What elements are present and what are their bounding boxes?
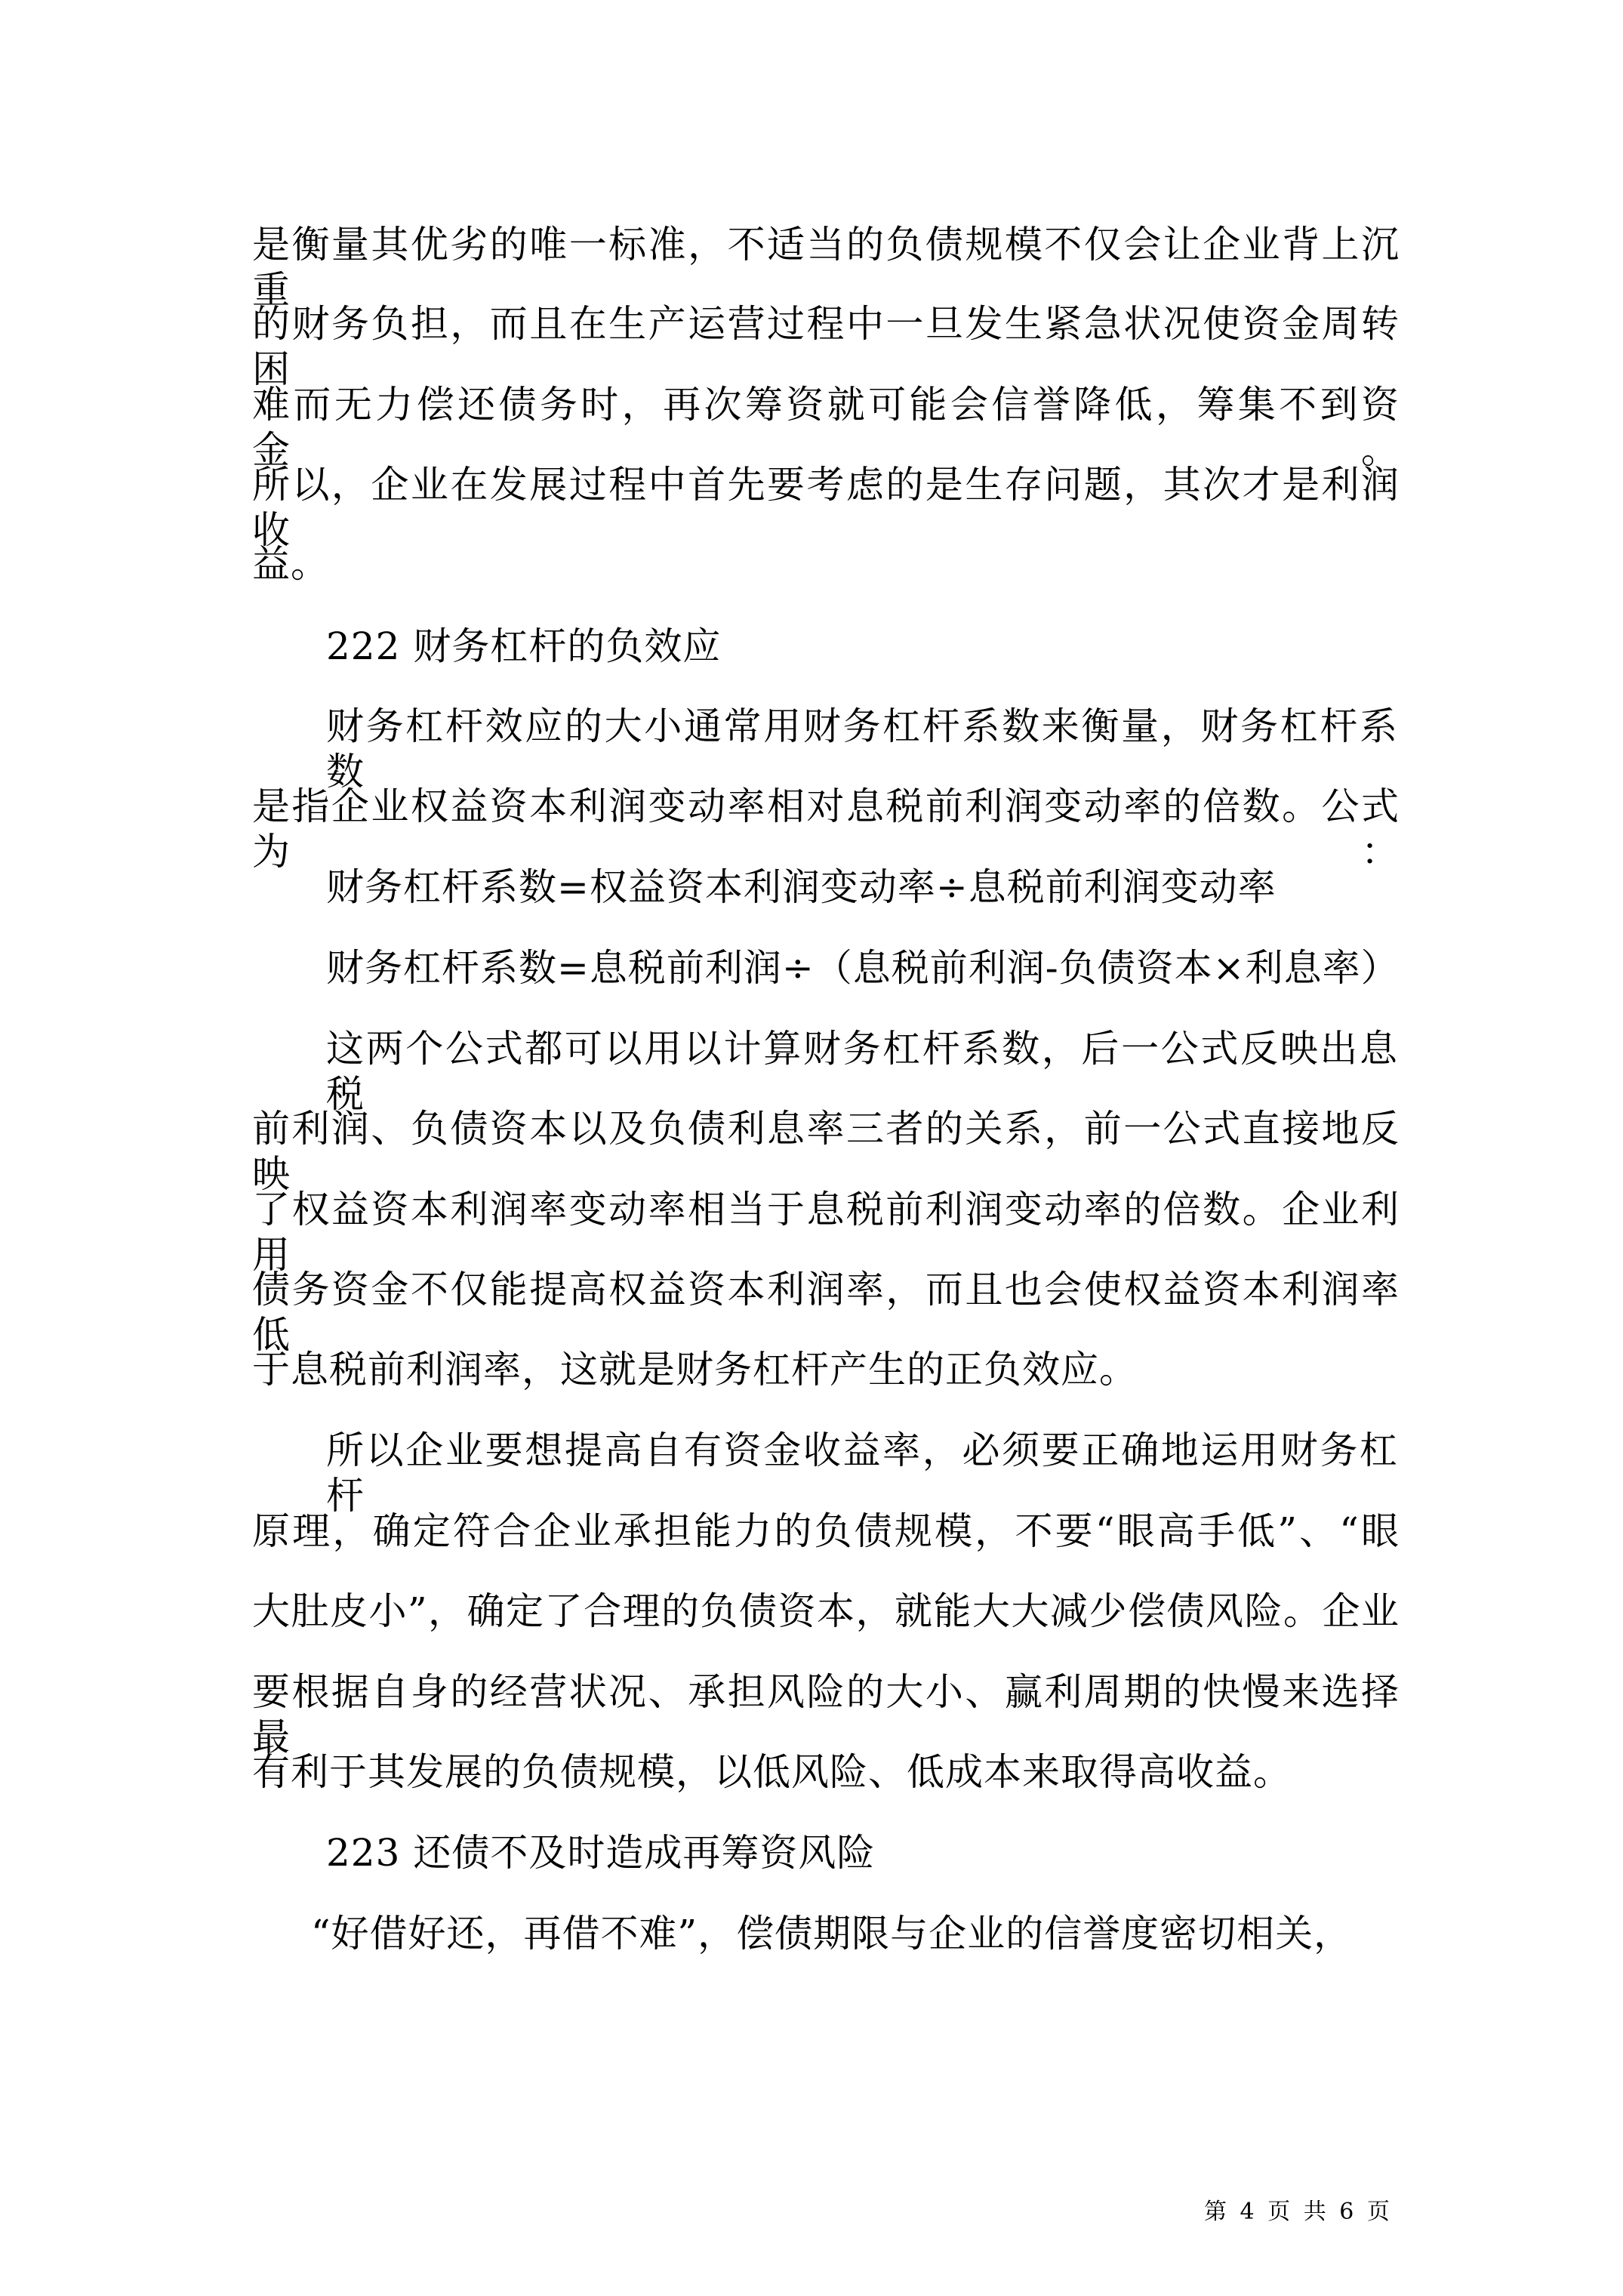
text-line-15: 于息税前利润率，这就是财务杠杆产生的正负效应。 <box>252 1348 1138 1391</box>
text-line-13: 了权益资本利润率变动率相当于息税前利润变动率的倍数。企业利用 <box>252 1188 1400 1277</box>
section-heading-222: 222 财务杠杆的负效应 <box>326 624 722 668</box>
text-line-3: 难而无力偿还债务时，再次筹资就可能会信誉降低，筹集不到资金。 <box>252 383 1400 472</box>
text-line-2: 的财务负担，而且在生产运营过程中一旦发生紧急状况使资金周转困 <box>252 302 1400 391</box>
text-line-1: 是衡量其优劣的唯一标准，不适当的负债规模不仅会让企业背上沉重 <box>252 223 1400 312</box>
text-line-5: 益。 <box>252 542 329 586</box>
page-number-footer: 第 4 页 共 6 页 <box>1204 2199 1393 2225</box>
text-line-17: 原理，确定符合企业承担能力的负债规模，不要“眼高手低”、“眼 <box>252 1509 1400 1553</box>
text-line-11: 这两个公式都可以用以计算财务杠杆系数，后一公式反映出息税 <box>326 1027 1398 1116</box>
text-line-4: 所以，企业在发展过程中首先要考虑的是生存问题，其次才是利润收 <box>252 463 1400 552</box>
text-line-14: 债务资金不仅能提高权益资本利润率，而且也会使权益资本利润率低 <box>252 1268 1400 1357</box>
text-line-16: 所以企业要想提高自有资金收益率，必须要正确地运用财务杠杆 <box>326 1428 1398 1518</box>
text-line-19: 要根据自身的经营状况、承担风险的大小、赢利周期的快慢来选择最 <box>252 1670 1400 1759</box>
text-line-7: 财务杠杆效应的大小通常用财务杠杆系数来衡量，财务杠杆系数 <box>326 704 1398 794</box>
formula-line-2: 财务杠杆系数=息税前利润÷（息税前利润-负债资本×利息率） <box>326 946 1400 990</box>
text-line-8: 是指企业权益资本利润变动率相对息税前利润变动率的倍数。公式为： <box>252 784 1400 874</box>
section-heading-223: 223 还债不及时造成再筹资风险 <box>326 1831 876 1875</box>
formula-line-1: 财务杠杆系数=权益资本利润变动率÷息税前利润变动率 <box>326 865 1277 909</box>
text-line-20: 有利于其发展的负债规模，以低风险、低成本来取得高收益。 <box>252 1750 1292 1794</box>
text-line-18: 大肚皮小”，确定了合理的负债资本，就能大大减少偿债风险。企业 <box>252 1589 1400 1633</box>
text-line-12: 前利润、负债资本以及负债利息率三者的关系，前一公式直接地反映 <box>252 1107 1400 1196</box>
text-line-22: “好借好还，再借不难”，偿债期限与企业的信誉度密切相关， <box>311 1912 1353 1955</box>
